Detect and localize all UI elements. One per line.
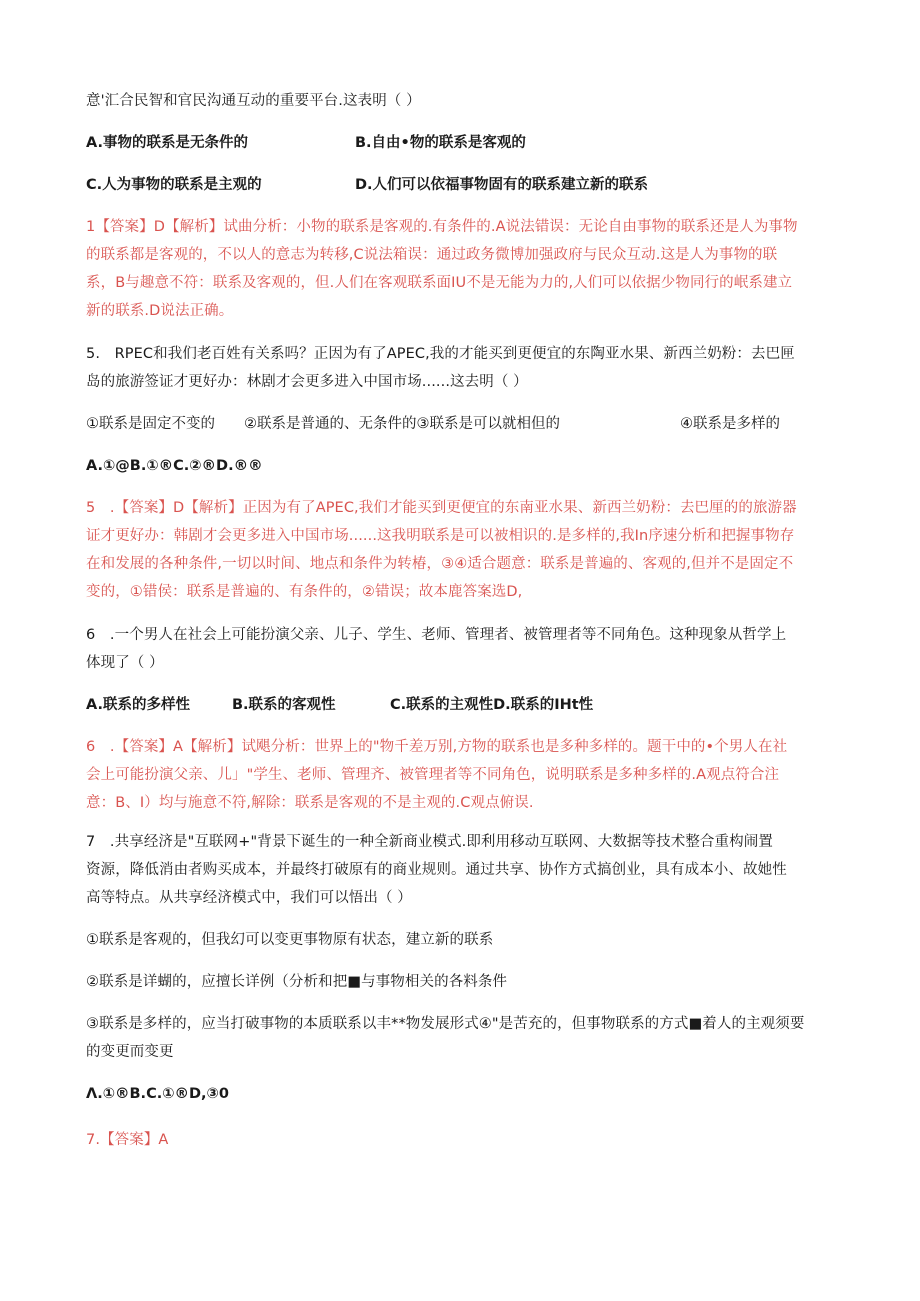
q6-stem-line: 体现了（ ） — [86, 655, 164, 671]
q7-stem-line: 资源，降低消由者购买成本，并最终打破原有的商业规则。通过共享、协作方式搞创业，具有成本小、故她性 — [86, 862, 787, 878]
q7-stem-line: 7 .共享经济是"互联网+"背景下诞生的一种全新商业模式.即利用移动互联网、大数据等技术整合重构闹置 — [86, 834, 773, 850]
q4-stem: 意'汇合民智和官民沟通互动的重要平台.这表明（ ） — [86, 93, 421, 109]
q4-answer-line: 1【答案】D【解析】试曲分析：小物的联系是客观的.有条件的.A说法错误：无论自由事物的联系还是人为事物 — [86, 219, 798, 235]
q7-choices: Λ.①®B.C.①®D,③0 — [86, 1086, 229, 1102]
q5-stem-line: 岛的旅游签证才更好办：林剧才会更多进入中国市场......这去明（ ） — [86, 374, 528, 390]
q4-option-a: A.事物的联系是无条件的 — [86, 135, 248, 151]
q6-stem-line: 6 .一个男人在社会上可能扮演父亲、儿子、学生、老师、管理者、被管理者等不同角色。这种现象从哲学上 — [86, 627, 787, 643]
q7-stem-line: 高等特点。从共享经济模式中，我们可以悟出（ ） — [86, 890, 412, 906]
q5-items: ①联系是固定不变的 ②联系是普通的、无条件的③联系是可以就相但的 — [86, 416, 560, 432]
q6-option-a: A.联系的多样性 — [86, 697, 190, 713]
q7-item-3-line: ③联系是多样的，应当打破事物的本质联系以丰**物发展形式④"是苦充的，但事物联系的方式■着人的主观须要 — [86, 1016, 805, 1032]
q7-answer: 7.【答案】A — [86, 1132, 169, 1148]
q4-option-b: B.自由•物的联系是客观的 — [355, 135, 526, 151]
q5-answer-line: 5 .【答案】D【解析】正因为有了APEC,我们才能买到更便宜的东南亚水果、新西兰奶粉：去巴厘的的旅游器 — [86, 500, 797, 516]
q5-stem-line: 5. RPEC和我们老百姓有关系吗？正因为有了APEC,我的才能买到更便宜的东陶亚水果、新西兰奶粉：去巴匣 — [86, 346, 795, 362]
q6-option-cd: C.联系的主观性D.联系的IHt性 — [390, 697, 594, 713]
q6-option-b: B.联系的客观性 — [232, 697, 336, 713]
q6-answer-line: 6 .【答案】A【解析】试飓分析：世界上的"物千差万别,方物的联系也是多种多样的。题干中的•个男人在社 — [86, 739, 788, 755]
q4-answer-line: 系，B与趣意不符：联系及客观的，但.人们在客观联系面IU不是无能为力的,人们可以依据少物同行的岷系建立 — [86, 275, 793, 291]
q4-option-c: C.人为事物的联系是主观的 — [86, 177, 262, 193]
q7-item-2: ②联系是详蝴的，应擅长详例（分析和把■与事物相关的各料条件 — [86, 974, 508, 990]
q6-answer-line: 会上可能扮演父亲、儿」"学生、老师、管理齐、被管理者等不同角色，说明联系是多种多样的.A观点符合注 — [86, 767, 780, 783]
q4-answer-line: 的联系都是客观的，不以人的意志为转移,C说法箱误：通过政务微博加强政府与民众互动.这是人为事物的联 — [86, 247, 778, 263]
q7-item-3-line: 的变更而变更 — [86, 1044, 174, 1060]
q5-choices: A.①@B.①®C.②®D.®® — [86, 458, 263, 474]
q4-option-d: D.人们可以依福事物固有的联系建立新的联系 — [355, 177, 649, 193]
q7-item-1: ①联系是客观的，但我幻可以变更事物原有状态，建立新的联系 — [86, 932, 494, 948]
q5-answer-line: 在和发展的各种条件,一切以时间、地点和条件为转椿，③④适合题意：联系是普遍的、客观的,但并不是固定不 — [86, 556, 794, 572]
q5-answer-line: 证才更好办：韩剧才会更多进入中国市场......这我明联系是可以被相识的.是多样的,我In序速分析和把握事物存 — [86, 528, 795, 544]
q5-item-4: ④联系是多样的 — [680, 416, 780, 432]
q6-answer-line: 意：B、I）均与施意不符,解除：联系是客观的不是主观的.C观点俯误. — [86, 795, 534, 811]
q5-answer-line: 变的，①错侯：联系是普遍的、有条件的，②错误；故本鹿答案选D, — [86, 584, 523, 600]
q4-answer-line: 新的联系.D说法正确。 — [86, 303, 234, 319]
